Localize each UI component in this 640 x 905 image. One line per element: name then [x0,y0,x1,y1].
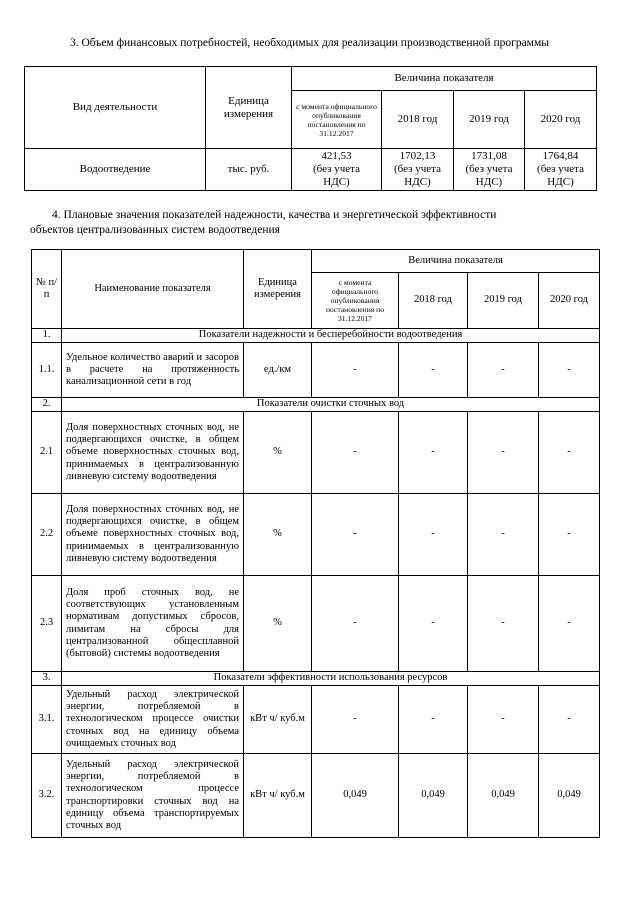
header-value: Величина показателя [292,67,597,91]
header-activity: Вид деятельности [25,67,206,149]
header-2018: 2018 год [382,91,454,149]
header-since: с момента официального опубликования постановления по 31.12.2017 [292,91,382,149]
row-value: - [312,343,399,398]
value-amount: 1731,08 [471,150,507,162]
row-value: - [399,412,468,494]
value-note: НДС) [475,176,503,188]
header-since: с момента официального опубликования постановления по 31.12.2017 [312,273,399,329]
section-num: 1. [32,329,62,343]
row-value: - [312,494,399,576]
value-amount: 1702,13 [399,150,436,162]
row-value: - [539,343,600,398]
row-value: - [468,412,539,494]
header-unit: Единица измерения [206,67,292,149]
row-unit: % [244,412,312,494]
row-name: Удельный расход электрической энергии, потребляемой в технологическом процессе очистки сточных вод на единицу объема очищаемых сточных вод [62,686,244,754]
financial-needs-table [24,66,597,191]
row-value: - [399,494,468,576]
value-note: (без учета [465,163,513,175]
table-row [32,754,600,838]
table-row [32,494,600,576]
table-row [32,343,600,398]
row-name: Удельное количество аварий и засоров в расчете на протяженность канализационной сети в год [62,343,244,398]
section-row [32,398,600,412]
section4-title-line1: 4. Плановые значения показателей надежности, качества и энергетической эффективности [52,209,497,221]
row-value: - [399,686,468,754]
row-name: Удельный расход электрической энергии, потребляемой в технологическом процессе транспортировки сточных вод на единицу объема транспортируемых сточных вод [62,754,244,838]
row-num: 2.1 [32,412,62,494]
table-row [32,412,600,494]
header-2018: 2018 год [399,273,468,329]
value-note: (без учета [537,163,584,175]
row-value: 0,049 [468,754,539,838]
row-unit: кВт ч/ куб.м [244,686,312,754]
value-note: (без учета [313,163,360,175]
value-cell [382,149,454,191]
row-value: - [312,412,399,494]
row-unit: тыс. руб. [206,149,292,191]
row-num: 3.1. [32,686,62,754]
row-value: - [539,494,600,576]
row-value: - [468,576,539,672]
row-name: Доля поверхностных сточных вод, не подвергающихся очистке, в общем объеме поверхностных сточных вод, принимаемых в централизованную ливневую систему водоотведения [62,494,244,576]
row-value: - [539,686,600,754]
section3-title: 3. Объем финансовых потребностей, необходимых для реализации производственной программы [70,37,549,49]
section4-title-line2: объектов централизованных систем водоотведения [30,224,280,236]
row-value: 0,049 [399,754,468,838]
row-value: - [539,576,600,672]
value-amount: 421,53 [321,150,352,162]
section-title: Показатели эффективности использования ресурсов [62,672,600,686]
table-row [32,686,600,754]
header-2019: 2019 год [454,91,525,149]
value-cell [525,149,597,191]
section-row [32,329,600,343]
header-num: № п/п [32,250,62,329]
row-value: - [312,686,399,754]
row-value: - [468,494,539,576]
row-num: 1.1. [32,343,62,398]
row-unit: % [244,494,312,576]
value-cell [454,149,525,191]
row-name: Доля проб сточных вод, не соответствующих установленным нормативам допустимых сбросов, лимитам на сбросы для централизованной общесплавной (бытовой) системы водоотведения [62,576,244,672]
header-2020: 2020 год [525,91,597,149]
section-num: 2. [32,398,62,412]
header-2019: 2019 год [468,273,539,329]
row-unit: % [244,576,312,672]
value-note: НДС) [404,176,431,188]
section-title: Показатели очистки сточных вод [62,398,600,412]
value-note: (без учета [394,163,441,175]
value-amount: 1764,84 [542,150,579,162]
row-value: 0,049 [312,754,399,838]
table-row [25,149,597,191]
row-value: - [312,576,399,672]
value-note: НДС) [323,176,350,188]
header-2020: 2020 год [539,273,600,329]
row-value: - [468,686,539,754]
indicators-table [31,249,600,838]
row-value: 0,049 [539,754,600,838]
section-num: 3. [32,672,62,686]
row-value: - [539,412,600,494]
section-row [32,672,600,686]
row-value: - [468,343,539,398]
table-row [32,576,600,672]
row-unit: кВт ч/ куб.м [244,754,312,838]
row-value: - [399,343,468,398]
row-activity: Водоотведение [25,149,206,191]
header-value: Величина показателя [312,250,600,273]
value-note: НДС) [547,176,574,188]
section-title: Показатели надежности и бесперебойности водоотведения [62,329,600,343]
row-num: 3.2. [32,754,62,838]
row-num: 2.2 [32,494,62,576]
row-num: 2.3 [32,576,62,672]
row-name: Доля поверхностных сточных вод, не подвергающихся очистке, в общем объеме поверхностных сточных вод, принимаемых в централизованную ливневую систему водоотведения [62,412,244,494]
header-name: Наименование показателя [62,250,244,329]
row-value: - [399,576,468,672]
value-cell [292,149,382,191]
row-unit: ед./км [244,343,312,398]
header-unit: Единица измерения [244,250,312,329]
